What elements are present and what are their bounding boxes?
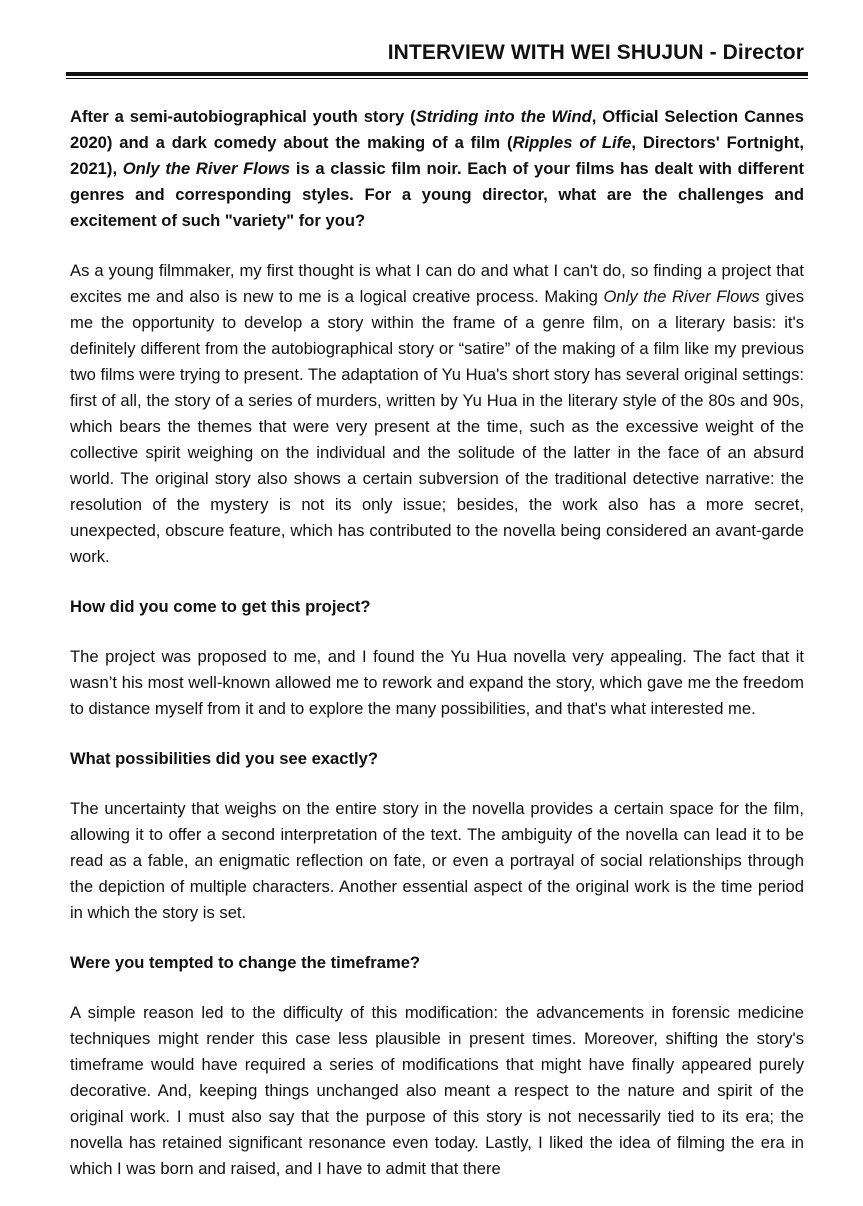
question-1-text-2: , Official Selection Cannes 2020) and a dark comedy about the making of a film ( <box>70 107 805 152</box>
answer-4: A simple reason led to the difficulty of this modification: the advancements in forensic medicine techniques might render this case less plausible in present times. Moreover, shifting the story's timeframe would have required a series of modifications that might have finally appeared purely decorative. And, keeping things unchanged also meant a respect to the nature and spirit of the original work. I must also say that the purpose of this story is not necessarily tied to its era; the novella has retained significant resonance even today. Lastly, I liked the idea of filming the era in which I was born and raised, and I have to admit that there <box>70 1003 804 1178</box>
question-3: What possibilities did you see exactly? <box>70 749 378 768</box>
interview-body <box>70 104 804 1206</box>
film-title-striding: Striding into the Wind <box>415 107 592 126</box>
film-title-ripples: Ripples of Life <box>512 133 632 152</box>
question-1-text-3: , Directors' Fortnight, 2021), <box>70 133 804 178</box>
film-title-river: Only the River Flows <box>122 159 291 178</box>
answer-1-text-2: gives me the opportunity to develop a story within the frame of a genre film, on a literary basis: it's definitely different from the autobiographical story or “satire” of the making of a film like my previous two films were trying to present. The adaptation of Yu Hua's short story has several original settings: first of all, the story of a series of murders, written by Yu Hua in the literary style of the 80s and 90s, which bears the themes that were very present at the time, such as the excessive weight of the collective spirit weighing on the individual and the solitude of the latter in the face of an absurd world. The original story also shows a certain subversion of the traditional detective narrative: the resolution of the mystery is not its only issue; besides, the work also has a more secret, unexpected, obscure feature, which has contributed to the novella being considered an avant-garde work. <box>70 287 804 566</box>
answer-1-film-title: Only the River Flows <box>603 287 760 306</box>
question-1-text-4: is a classic film noir. Each of your films has dealt with different genres and corresponding styles. For a young director, what are the challenges and excitement of such "variety" for you? <box>70 159 804 230</box>
answer-1-text-1: As a young filmmaker, my first thought is what I can do and what I can't do, so finding a project that excites me and also is new to me is a logical creative process. Making <box>70 261 804 306</box>
question-2: How did you come to get this project? <box>70 597 371 616</box>
question-1 <box>70 104 804 234</box>
question-4: Were you tempted to change the timeframe? <box>70 953 421 972</box>
title-rule <box>66 72 808 79</box>
question-1-text-1: After a semi-autobiographical youth story ( <box>70 107 416 126</box>
page-title: INTERVIEW WITH WEI SHUJUN - Director <box>387 41 804 64</box>
answer-1 <box>70 258 804 570</box>
answer-2: The project was proposed to me, and I found the Yu Hua novella very appealing. The fact that it wasn’t his most well-known allowed me to rework and expand the story, which gave me the freedom to distance myself from it and to explore the many possibilities, and that's what interested me. <box>70 647 804 718</box>
answer-3: The uncertainty that weighs on the entire story in the novella provides a certain space for the film, allowing it to offer a second interpretation of the text. The ambiguity of the novella can lead it to be read as a fable, an enigmatic reflection on fate, or even a portrayal of social relationships through the depiction of multiple characters. Another essential aspect of the original work is the time period in which the story is set. <box>70 799 804 922</box>
